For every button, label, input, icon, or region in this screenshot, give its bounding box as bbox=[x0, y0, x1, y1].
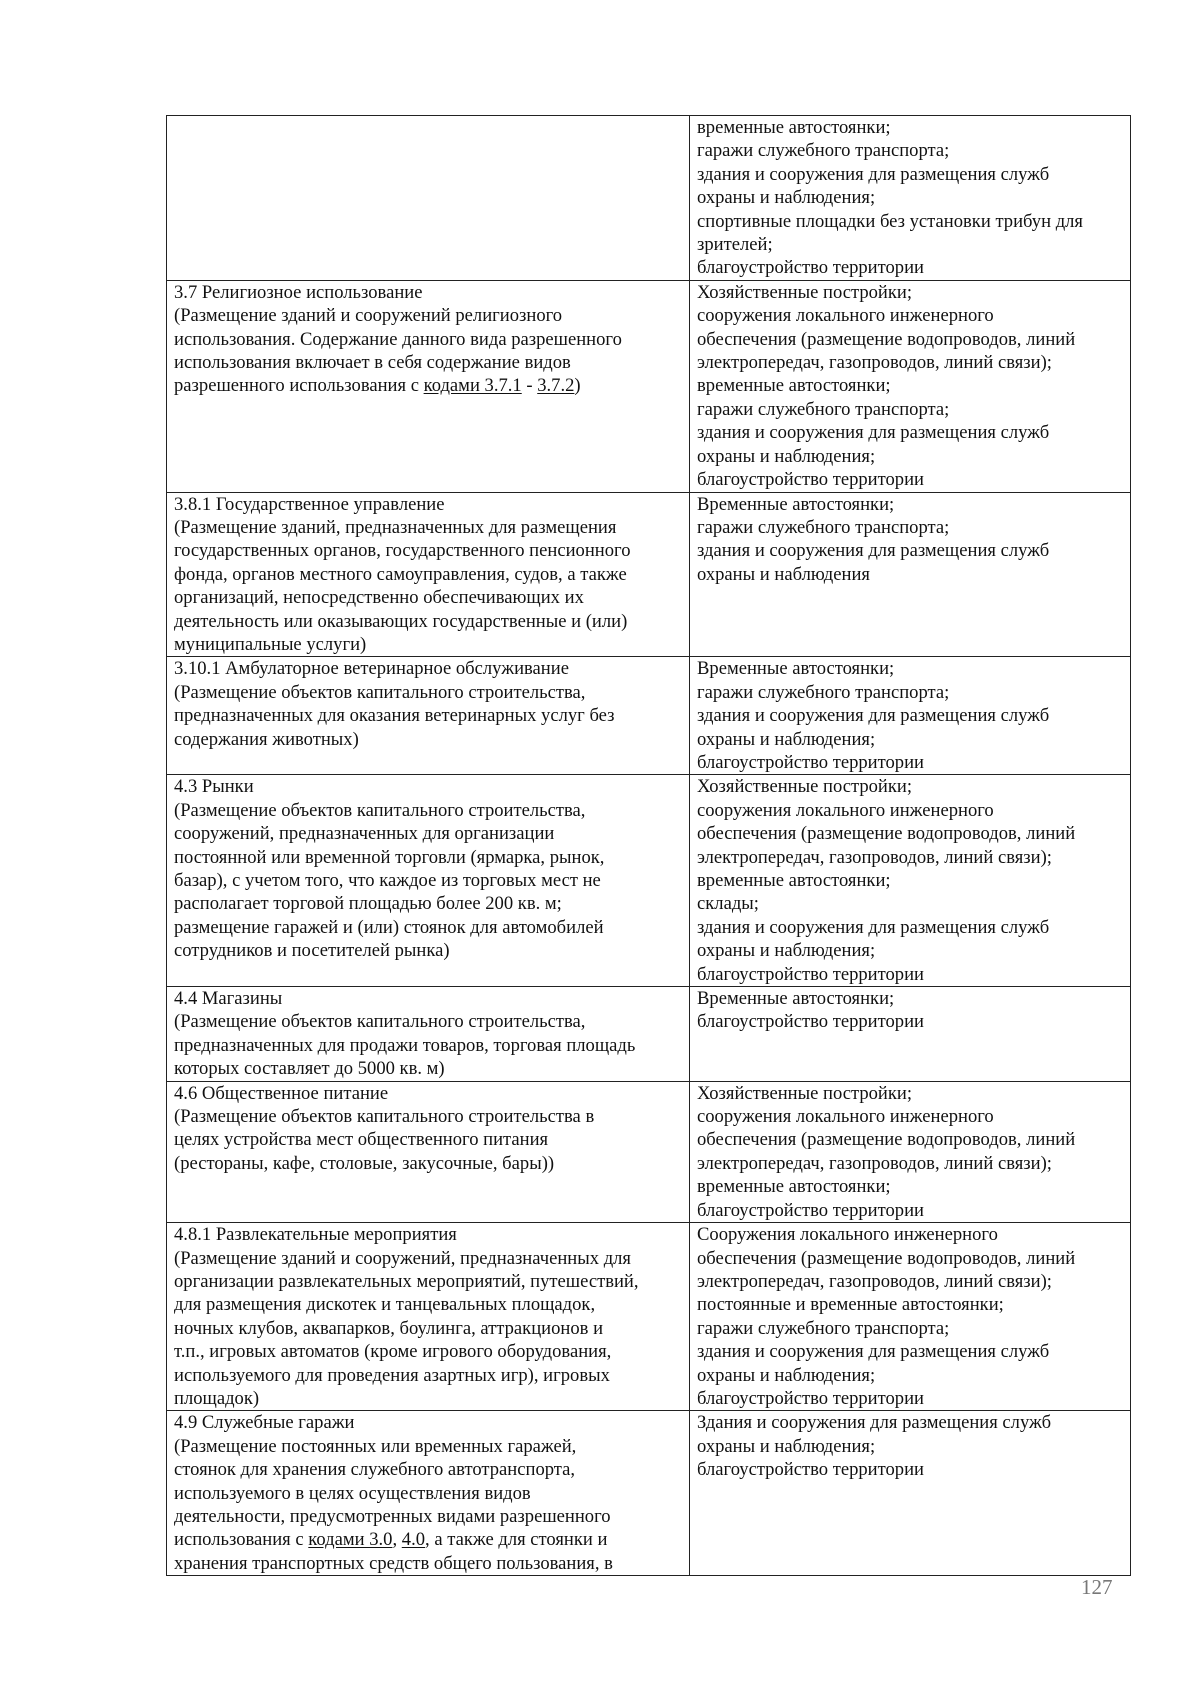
left-cell-line: 3.10.1 Амбулаторное ветеринарное обслуживание bbox=[174, 658, 569, 680]
right-cell-line: благоустройство территории bbox=[697, 1387, 925, 1409]
table-row bbox=[167, 987, 1131, 1082]
left-cell-line: целях устройства мест общественного питания bbox=[174, 1129, 549, 1151]
left-cell-line: сотрудников и посетителей рынка) bbox=[174, 940, 450, 962]
right-cell-line: временные автостоянки; bbox=[697, 1176, 891, 1198]
page-number: 127 bbox=[1081, 1575, 1113, 1599]
right-cell-line: гаражи служебного транспорта; bbox=[697, 1317, 950, 1339]
left-cell-line: сооружений, предназначенных для организации bbox=[174, 823, 555, 845]
right-cell-line: обеспечения (размещение водопроводов, линий bbox=[697, 823, 1076, 845]
auxiliary-use-cell bbox=[690, 775, 1131, 987]
text-fragment: использования с bbox=[174, 1529, 309, 1551]
right-cell-line: временные автостоянки; bbox=[697, 870, 891, 891]
right-cell-line: Временные автостоянки; bbox=[697, 988, 895, 1010]
right-cell-line: благоустройство территории bbox=[697, 1011, 925, 1033]
auxiliary-use-cell bbox=[690, 987, 1131, 1082]
left-cell-line: (Размещение зданий и сооружений религиозного bbox=[174, 305, 563, 327]
left-cell-line: используемого для проведения азартных игр), игровых bbox=[174, 1364, 610, 1386]
land-use-type-cell bbox=[167, 116, 690, 281]
left-cell-line: используемого в целях осуществления видов bbox=[174, 1482, 531, 1504]
left-cell-line: (Размещение объектов капитального строительства, bbox=[174, 1011, 586, 1033]
left-cell-line: предназначенных для оказания ветеринарных услуг без bbox=[174, 705, 615, 727]
code-reference-link[interactable]: 4.0 bbox=[401, 1529, 426, 1551]
auxiliary-use-cell bbox=[690, 657, 1131, 775]
auxiliary-use-cell bbox=[690, 116, 1131, 281]
text-fragment: разрешенного использования с bbox=[174, 375, 424, 397]
right-cell-line: гаражи служебного транспорта; bbox=[697, 681, 950, 703]
left-cell-line: ночных клубов, аквапарков, боулинга, аттракционов и bbox=[174, 1317, 604, 1339]
auxiliary-use-cell bbox=[690, 1081, 1131, 1222]
right-cell-line: электропередач, газопроводов, линий связи); bbox=[697, 1152, 1052, 1174]
right-cell-line: благоустройство территории bbox=[697, 1199, 925, 1221]
left-cell-line: размещение гаражей и (или) стоянок для автомобилей bbox=[174, 916, 604, 938]
left-cell-line: 4.9 Служебные гаражи bbox=[174, 1412, 355, 1434]
right-cell-line: Временные автостоянки; bbox=[697, 658, 895, 680]
text-fragment: , bbox=[392, 1529, 402, 1551]
left-cell-line: располагает торговой площадью более 200 кв. м; bbox=[174, 893, 562, 915]
right-cell-line: благоустройство территории bbox=[697, 469, 925, 491]
right-cell-line: гаражи служебного транспорта; bbox=[697, 398, 950, 420]
auxiliary-use-cell bbox=[690, 280, 1131, 492]
table-row bbox=[167, 775, 1131, 987]
right-cell-line: постоянные и временные автостоянки; bbox=[697, 1294, 1004, 1316]
right-cell-line: благоустройство территории bbox=[697, 1459, 925, 1481]
right-cell-line: охраны и наблюдения; bbox=[697, 1435, 876, 1457]
table-row bbox=[167, 657, 1131, 775]
code-reference-link[interactable]: 3.7.2 bbox=[537, 375, 575, 397]
left-cell-line: (Размещение объектов капитального строительства, bbox=[174, 681, 586, 703]
auxiliary-use-cell bbox=[690, 492, 1131, 657]
right-cell-line: охраны и наблюдения; bbox=[697, 445, 876, 467]
right-cell-line: зрителей; bbox=[697, 234, 773, 256]
table-row bbox=[167, 492, 1131, 657]
left-cell-line: деятельность или оказывающих государственные и (или) bbox=[174, 610, 628, 632]
left-cell-line: 4.4 Магазины bbox=[174, 988, 283, 1010]
text-fragment: , а также для стоянки и bbox=[425, 1529, 608, 1551]
left-cell-line: (Размещение зданий, предназначенных для размещения bbox=[174, 516, 617, 538]
right-cell-line: склады; bbox=[697, 893, 759, 915]
left-cell-line: хранения транспортных средств общего пользования, в bbox=[174, 1552, 613, 1574]
right-cell-line: благоустройство территории bbox=[697, 751, 925, 773]
right-cell-line: сооружения локального инженерного bbox=[697, 1106, 994, 1128]
left-cell-line: фонда, органов местного самоуправления, судов, а также bbox=[174, 563, 627, 585]
left-cell-line: использования. Содержание данного вида разрешенного bbox=[174, 328, 622, 350]
land-use-type-cell bbox=[167, 1223, 690, 1411]
left-cell-line: муниципальные услуги) bbox=[174, 633, 367, 655]
left-cell-line: (Размещение объектов капитального строительства, bbox=[174, 799, 586, 821]
left-cell-line: организаций, непосредственно обеспечивающих их bbox=[174, 587, 584, 609]
right-cell-line: охраны и наблюдения bbox=[697, 563, 870, 585]
right-cell-line: здания и сооружения для размещения служб bbox=[697, 705, 1050, 727]
left-cell-line: (Размещение постоянных или временных гаражей, bbox=[174, 1435, 577, 1457]
right-cell-line: охраны и наблюдения; bbox=[697, 187, 876, 209]
left-cell-line: 4.3 Рынки bbox=[174, 776, 254, 798]
right-cell-line: Хозяйственные постройки; bbox=[697, 281, 913, 303]
land-use-type-cell bbox=[167, 280, 690, 492]
right-cell-line: электропередач, газопроводов, линий связи); bbox=[697, 846, 1052, 868]
left-cell-line: стоянок для хранения служебного автотранспорта, bbox=[174, 1459, 576, 1481]
right-cell-line: охраны и наблюдения; bbox=[697, 940, 876, 962]
left-cell-line bbox=[174, 374, 686, 397]
table-row bbox=[167, 1081, 1131, 1222]
left-cell-line: 4.6 Общественное питание bbox=[174, 1082, 389, 1104]
right-cell-line: гаражи служебного транспорта; bbox=[697, 516, 950, 538]
left-cell-line: базар), с учетом того, что каждое из торговых мест не bbox=[174, 870, 601, 891]
land-use-type-cell bbox=[167, 492, 690, 657]
left-cell-line: площадок) bbox=[174, 1387, 260, 1409]
left-cell-line: для размещения дискотек и танцевальных площадок, bbox=[174, 1294, 596, 1316]
right-cell-line: Здания и сооружения для размещения служб bbox=[697, 1412, 1052, 1434]
right-cell-line: сооружения локального инженерного bbox=[697, 305, 994, 327]
code-reference-link[interactable]: кодами 3.0 bbox=[308, 1529, 393, 1551]
left-cell-line: содержания животных) bbox=[174, 728, 359, 750]
text-fragment: - bbox=[521, 375, 538, 397]
right-cell-line: электропередач, газопроводов, линий связи); bbox=[697, 1270, 1052, 1292]
land-use-type-cell bbox=[167, 987, 690, 1082]
left-cell-line: деятельности, предусмотренных видами разрешенного bbox=[174, 1505, 611, 1527]
left-cell-line: постоянной или временной торговли (ярмарка, рынок, bbox=[174, 846, 605, 868]
land-use-type-cell bbox=[167, 1411, 690, 1576]
right-cell-line: обеспечения (размещение водопроводов, линий bbox=[697, 328, 1076, 350]
right-cell-line: Хозяйственные постройки; bbox=[697, 1082, 913, 1104]
right-cell-line: здания и сооружения для размещения служб bbox=[697, 916, 1050, 938]
left-cell-line: (Размещение зданий и сооружений, предназначенных для bbox=[174, 1247, 631, 1269]
left-cell-line: предназначенных для продажи товаров, торговая площадь bbox=[174, 1034, 636, 1056]
left-cell-line: (Размещение объектов капитального строительства в bbox=[174, 1106, 595, 1128]
right-cell-line: сооружения локального инженерного bbox=[697, 799, 994, 821]
right-cell-line: электропередач, газопроводов, линий связи); bbox=[697, 352, 1052, 374]
right-cell-line: здания и сооружения для размещения служб bbox=[697, 540, 1050, 562]
auxiliary-use-cell bbox=[690, 1411, 1131, 1576]
land-use-table bbox=[166, 115, 1131, 1576]
left-cell-line: т.п., игровых автоматов (кроме игрового оборудования, bbox=[174, 1341, 612, 1363]
auxiliary-use-cell bbox=[690, 1223, 1131, 1411]
left-cell-line: 3.7 Религиозное использование bbox=[174, 281, 423, 303]
right-cell-line: благоустройство территории bbox=[697, 257, 925, 279]
table-row bbox=[167, 280, 1131, 492]
land-use-table-body bbox=[167, 116, 1131, 1576]
table-row bbox=[167, 1223, 1131, 1411]
right-cell-line: здания и сооружения для размещения служб bbox=[697, 1341, 1050, 1363]
right-cell-line: временные автостоянки; bbox=[697, 117, 891, 138]
left-cell-line: 3.8.1 Государственное управление bbox=[174, 493, 445, 515]
right-cell-line: Хозяйственные постройки; bbox=[697, 776, 913, 798]
table-row bbox=[167, 1411, 1131, 1576]
land-use-type-cell bbox=[167, 1081, 690, 1222]
left-cell-line: которых составляет до 5000 кв. м) bbox=[174, 1058, 445, 1080]
land-use-type-cell bbox=[167, 657, 690, 775]
right-cell-line: спортивные площадки без установки трибун для bbox=[697, 210, 1083, 232]
right-cell-line: Сооружения локального инженерного bbox=[697, 1224, 998, 1246]
table-row bbox=[167, 116, 1131, 281]
code-reference-link[interactable]: кодами 3.7.1 bbox=[423, 375, 522, 397]
right-cell-line: гаражи служебного транспорта; bbox=[697, 140, 950, 162]
left-cell-line: государственных органов, государственного пенсионного bbox=[174, 540, 631, 562]
left-cell-line bbox=[174, 1528, 686, 1551]
left-cell-line: (рестораны, кафе, столовые, закусочные, бары)) bbox=[174, 1152, 555, 1174]
left-cell-line: 4.8.1 Развлекательные мероприятия bbox=[174, 1224, 457, 1246]
right-cell-line: Временные автостоянки; bbox=[697, 493, 895, 515]
right-cell-line: здания и сооружения для размещения служб bbox=[697, 163, 1050, 185]
text-fragment: ) bbox=[574, 375, 581, 397]
right-cell-line: обеспечения (размещение водопроводов, линий bbox=[697, 1129, 1076, 1151]
right-cell-line: благоустройство территории bbox=[697, 963, 925, 985]
right-cell-line: обеспечения (размещение водопроводов, линий bbox=[697, 1247, 1076, 1269]
right-cell-line: охраны и наблюдения; bbox=[697, 1364, 876, 1386]
right-cell-line: здания и сооружения для размещения служб bbox=[697, 422, 1050, 444]
left-cell-line: организации развлекательных мероприятий, путешествий, bbox=[174, 1270, 639, 1292]
land-use-type-cell bbox=[167, 775, 690, 987]
right-cell-line: охраны и наблюдения; bbox=[697, 728, 876, 750]
left-cell-line: использования включает в себя содержание видов bbox=[174, 352, 571, 374]
right-cell-line: временные автостоянки; bbox=[697, 375, 891, 397]
